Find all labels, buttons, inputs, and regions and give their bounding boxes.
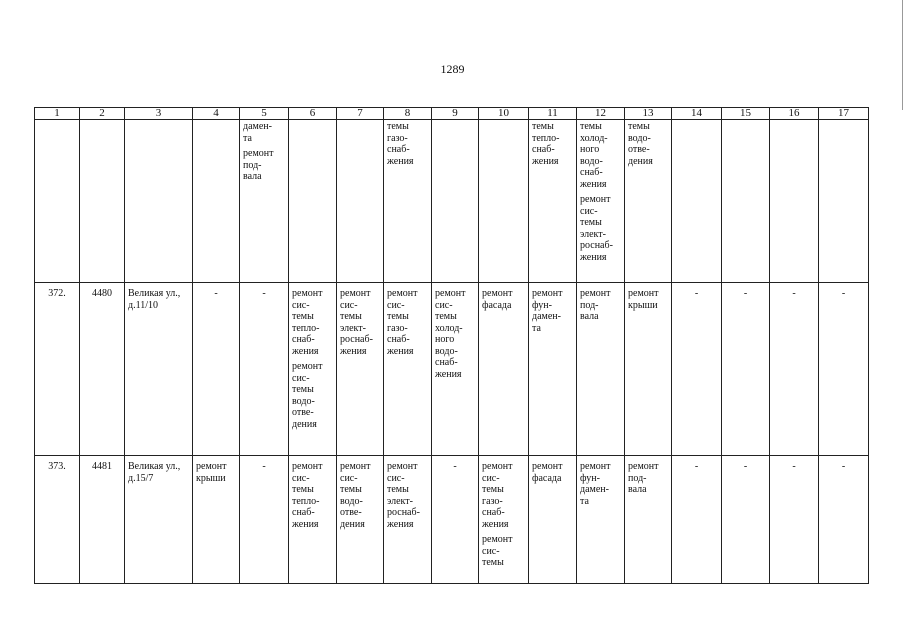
table-cell — [819, 283, 869, 456]
table-cell — [819, 456, 869, 584]
cell-text: - — [841, 461, 846, 472]
table-cell — [479, 456, 529, 584]
cell-text: темы холод- ного водо- снаб- жения — [580, 121, 608, 190]
header-cell: 11 — [529, 108, 577, 120]
table-cell — [193, 283, 240, 456]
cell-text: 4481 — [92, 461, 112, 472]
cell-text: ремонт фун- дамен- та — [580, 461, 611, 507]
cell-text: Великая ул., д.15/7 — [128, 461, 181, 484]
table-cell — [479, 120, 529, 283]
table-cell — [384, 456, 432, 584]
table-cell — [625, 456, 672, 584]
cell-text: ремонт сис- темы холод- ного водо- снаб- жения — [435, 288, 466, 380]
table-row — [35, 283, 869, 456]
table-cell — [193, 120, 240, 283]
cell-text: ремонт фун- дамен- та — [532, 288, 563, 334]
table-cell — [125, 283, 193, 456]
table-cell — [240, 120, 289, 283]
table-cell — [289, 283, 337, 456]
header-cell: 3 — [125, 108, 193, 120]
cell-text: - — [743, 461, 748, 472]
table-cell — [722, 456, 770, 584]
table-cell — [384, 120, 432, 283]
cell-text: - — [262, 461, 266, 472]
header-cell: 7 — [337, 108, 384, 120]
header-cell: 5 — [240, 108, 289, 120]
cell-text: - — [841, 288, 846, 299]
table-cell — [722, 283, 770, 456]
cell-text: ремонт сис- темы элект- роснаб- жения — [387, 461, 420, 530]
cell-text: - — [694, 461, 699, 472]
table-cell — [80, 283, 125, 456]
scan-edge-line — [902, 0, 903, 110]
cell-text: - — [262, 288, 266, 299]
header-cell: 14 — [672, 108, 722, 120]
table-cell — [672, 456, 722, 584]
table-cell — [577, 456, 625, 584]
table-cell — [577, 120, 625, 283]
schedule-table — [34, 107, 869, 584]
table-cell — [577, 283, 625, 456]
cell-text: ремонт фасада — [532, 461, 563, 484]
cell-text: - — [214, 288, 218, 299]
cell-text: ремонт сис- темы элект- роснаб- жения — [580, 194, 613, 263]
header-cell: 1 — [35, 108, 80, 120]
table-cell — [35, 283, 80, 456]
table-cell — [35, 456, 80, 584]
table-row — [35, 120, 869, 283]
header-cell: 16 — [770, 108, 819, 120]
cell-text: Великая ул., д.11/10 — [128, 288, 181, 311]
table-cell — [432, 283, 479, 456]
header-cell: 4 — [193, 108, 240, 120]
header-cell: 2 — [80, 108, 125, 120]
cell-text: ремонт сис- темы водо- отве- дения — [292, 361, 323, 430]
table-cell — [240, 456, 289, 584]
table-cell — [722, 120, 770, 283]
table-cell — [819, 120, 869, 283]
table-cell — [193, 456, 240, 584]
table-cell — [337, 456, 384, 584]
cell-text: - — [792, 461, 796, 472]
table-cell — [770, 456, 819, 584]
table-cell — [337, 120, 384, 283]
cell-text: - — [792, 288, 796, 299]
table-cell — [240, 283, 289, 456]
cell-text: - — [453, 461, 457, 472]
cell-text: - — [694, 288, 699, 299]
table-cell — [529, 120, 577, 283]
page-number: 1289 — [440, 62, 465, 76]
table-cell — [384, 283, 432, 456]
table-cell — [625, 283, 672, 456]
cell-text: ремонт сис- темы — [482, 534, 513, 568]
cell-text: ремонт сис- темы тепло- снаб- жения — [292, 461, 323, 530]
cell-text: ремонт под- вала — [628, 461, 659, 495]
table-cell — [770, 283, 819, 456]
table-cell — [337, 283, 384, 456]
table-cell — [125, 120, 193, 283]
table-cell — [35, 120, 80, 283]
table-cell — [80, 120, 125, 283]
header-cell: 6 — [289, 108, 337, 120]
cell-text: темы газо- снаб- жения — [387, 121, 414, 167]
cell-text: ремонт крыши — [628, 288, 659, 311]
header-cell: 15 — [722, 108, 770, 120]
cell-text: дамен- та — [243, 121, 272, 144]
header-row — [35, 108, 869, 120]
header-cell: 12 — [577, 108, 625, 120]
cell-text: ремонт фасада — [482, 288, 513, 311]
header-cell: 17 — [819, 108, 869, 120]
cell-text: ремонт под- вала — [243, 148, 274, 182]
table-cell — [672, 283, 722, 456]
table-cell — [770, 120, 819, 283]
cell-text: ремонт сис- темы газо- снаб- жения — [387, 288, 418, 357]
table-row — [35, 456, 869, 584]
header-cell: 9 — [432, 108, 479, 120]
header-cell: 10 — [479, 108, 529, 120]
cell-text: ремонт сис- темы водо- отве- дения — [340, 461, 371, 530]
header-cell: 8 — [384, 108, 432, 120]
table-cell — [289, 120, 337, 283]
cell-text: ремонт сис- темы элект- роснаб- жения — [340, 288, 373, 357]
cell-text: ремонт под- вала — [580, 288, 611, 322]
table-cell — [80, 456, 125, 584]
cell-text: ремонт крыши — [196, 461, 227, 484]
table-cell — [672, 120, 722, 283]
table-cell — [625, 120, 672, 283]
cell-text: ремонт сис- темы тепло- снаб- жения — [292, 288, 323, 357]
cell-text: 373. — [48, 461, 66, 472]
table-cell — [529, 283, 577, 456]
table-cell — [529, 456, 577, 584]
cell-text: 372. — [48, 288, 66, 299]
cell-text: темы водо- отве- дения — [628, 121, 653, 167]
cell-text: темы тепло- снаб- жения — [532, 121, 560, 167]
cell-text: - — [743, 288, 748, 299]
table-cell — [125, 456, 193, 584]
table-cell — [432, 456, 479, 584]
cell-text: 4480 — [92, 288, 112, 299]
header-cell: 13 — [625, 108, 672, 120]
cell-text: ремонт сис- темы газо- снаб- жения — [482, 461, 513, 530]
table-cell — [432, 120, 479, 283]
table-cell — [479, 283, 529, 456]
table-cell — [289, 456, 337, 584]
